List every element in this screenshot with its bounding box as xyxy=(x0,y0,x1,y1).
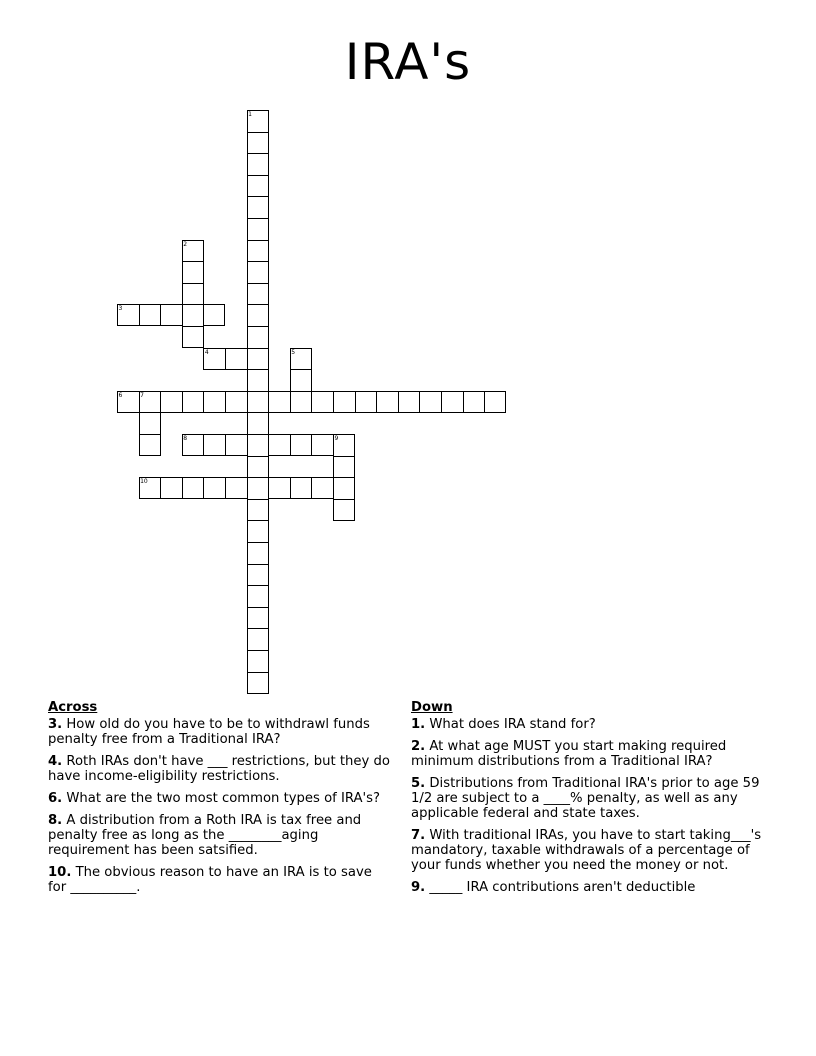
crossword-cell[interactable] xyxy=(247,196,269,218)
clue-number: 9. xyxy=(411,880,426,895)
clue-number: 6. xyxy=(48,791,63,806)
crossword-cell[interactable] xyxy=(290,369,312,391)
crossword-cell[interactable] xyxy=(182,261,204,283)
down-clue xyxy=(411,828,776,873)
crossword-cell[interactable] xyxy=(290,477,312,499)
crossword-cell[interactable] xyxy=(484,391,506,413)
clue-number: 3. xyxy=(48,717,63,732)
crossword-cell[interactable] xyxy=(247,132,269,154)
clue-text: A distribution from a Roth IRA is tax free and penalty free as long as the ________aging requirement has been satsified. xyxy=(48,813,362,858)
crossword-cell[interactable] xyxy=(247,412,269,434)
cell-number: 5 xyxy=(291,348,296,356)
down-clue xyxy=(411,717,776,732)
crossword-cell[interactable] xyxy=(139,434,161,456)
crossword-cell[interactable] xyxy=(290,391,312,413)
crossword-cell[interactable] xyxy=(247,564,269,586)
down-clues xyxy=(411,700,776,902)
crossword-cell[interactable] xyxy=(203,434,225,456)
clue-text: What are the two most common types of IRA's? xyxy=(66,791,381,806)
crossword-cell[interactable] xyxy=(182,391,204,413)
down-heading: Down xyxy=(411,700,453,715)
crossword-cell[interactable] xyxy=(398,391,420,413)
cell-number: 2 xyxy=(183,240,188,248)
crossword-cell[interactable] xyxy=(182,283,204,305)
crossword-cell[interactable] xyxy=(247,628,269,650)
crossword-cell[interactable] xyxy=(247,391,269,413)
clue-number: 5. xyxy=(411,776,426,791)
crossword-cell[interactable] xyxy=(247,348,269,370)
crossword-cell[interactable] xyxy=(268,434,290,456)
crossword-cell[interactable] xyxy=(247,520,269,542)
clue-number: 10. xyxy=(48,865,72,880)
crossword-cell[interactable] xyxy=(247,283,269,305)
crossword-cell[interactable] xyxy=(139,304,161,326)
cell-number: 4 xyxy=(204,348,209,356)
crossword-cell[interactable] xyxy=(182,477,204,499)
crossword-cell[interactable] xyxy=(247,477,269,499)
crossword-cell[interactable] xyxy=(247,326,269,348)
crossword-cell[interactable] xyxy=(139,412,161,434)
crossword-cell[interactable] xyxy=(247,369,269,391)
cell-number: 3 xyxy=(118,305,123,313)
crossword-cell[interactable] xyxy=(247,650,269,672)
across-clue xyxy=(48,813,393,858)
crossword-cell[interactable] xyxy=(311,391,333,413)
across-clue xyxy=(48,865,393,895)
cell-number: 1 xyxy=(248,111,252,118)
crossword-cell[interactable] xyxy=(311,477,333,499)
crossword-cell[interactable] xyxy=(160,391,182,413)
across-clue xyxy=(48,717,393,747)
crossword-cell[interactable] xyxy=(225,434,247,456)
across-clues xyxy=(48,700,393,902)
clue-number: 2. xyxy=(411,739,426,754)
crossword-cell[interactable] xyxy=(311,434,333,456)
crossword-cell[interactable] xyxy=(203,391,225,413)
crossword-cell[interactable] xyxy=(247,261,269,283)
crossword-cell[interactable] xyxy=(203,304,225,326)
crossword-cell[interactable] xyxy=(247,499,269,521)
clue-text: How old do you have to be to withdrawl funds penalty free from a Traditional IRA? xyxy=(48,717,370,747)
across-heading: Across xyxy=(48,700,98,715)
clue-number: 8. xyxy=(48,813,63,828)
crossword-cell[interactable] xyxy=(247,542,269,564)
clue-text: At what age MUST you start making required minimum distributions from a Traditional IRA? xyxy=(411,739,727,769)
clue-text: With traditional IRAs, you have to start taking___'s mandatory, taxable withdrawals of a percentage of your funds whether you need the money or not. xyxy=(411,828,762,873)
crossword-cell[interactable] xyxy=(333,499,355,521)
crossword-cell[interactable] xyxy=(225,477,247,499)
cell-number: 9 xyxy=(334,435,339,442)
crossword-cell[interactable] xyxy=(333,456,355,478)
crossword-cell[interactable] xyxy=(419,391,441,413)
crossword-cell[interactable] xyxy=(182,326,204,348)
crossword-cell[interactable] xyxy=(247,456,269,478)
clue-text: Distributions from Traditional IRA's prior to age 59 1/2 are subject to a ____% penalty, as well as any applicable federal and state taxes. xyxy=(411,776,760,821)
crossword-cell[interactable] xyxy=(463,391,485,413)
clue-number: 7. xyxy=(411,828,426,843)
down-clue xyxy=(411,739,776,769)
crossword-cell[interactable] xyxy=(247,304,269,326)
clue-number: 4. xyxy=(48,754,63,769)
across-clue xyxy=(48,791,393,806)
crossword-cell[interactable] xyxy=(247,175,269,197)
crossword-cell[interactable] xyxy=(160,477,182,499)
crossword-cell[interactable] xyxy=(268,391,290,413)
down-clue xyxy=(411,776,776,821)
clue-text: What does IRA stand for? xyxy=(429,717,596,732)
crossword-cell[interactable] xyxy=(247,607,269,629)
cell-number: 7 xyxy=(140,391,144,399)
cell-number: 6 xyxy=(118,391,123,399)
crossword-cell[interactable] xyxy=(247,585,269,607)
clue-text: _____ IRA contributions aren't deductible xyxy=(429,880,696,895)
down-clue xyxy=(411,880,776,895)
crossword-cell[interactable] xyxy=(376,391,398,413)
crossword-cell[interactable] xyxy=(247,218,269,240)
crossword-cell[interactable] xyxy=(290,434,312,456)
cell-number: 8 xyxy=(183,435,188,442)
crossword-cell[interactable] xyxy=(333,391,355,413)
page-title: IRA's xyxy=(344,33,472,91)
clue-number: 1. xyxy=(411,717,426,732)
cell-number: 10 xyxy=(140,478,148,486)
crossword-cell[interactable] xyxy=(160,304,182,326)
crossword-cell[interactable] xyxy=(247,672,269,694)
crossword-cell[interactable] xyxy=(182,304,204,326)
crossword-cell[interactable] xyxy=(225,391,247,413)
crossword-cell[interactable] xyxy=(225,348,247,370)
crossword-cell[interactable] xyxy=(203,477,225,499)
crossword-cell[interactable] xyxy=(247,153,269,175)
crossword-cell[interactable] xyxy=(247,434,269,456)
clue-text: The obvious reason to have an IRA is to save for __________. xyxy=(48,865,372,895)
crossword-cell[interactable] xyxy=(441,391,463,413)
crossword-cell[interactable] xyxy=(333,477,355,499)
across-clue xyxy=(48,754,393,784)
clue-text: Roth IRAs don't have ___ restrictions, but they do have income-eligibility restrictions. xyxy=(48,754,390,784)
crossword-cell[interactable] xyxy=(247,240,269,262)
crossword-cell[interactable] xyxy=(355,391,377,413)
crossword-cell[interactable] xyxy=(268,477,290,499)
